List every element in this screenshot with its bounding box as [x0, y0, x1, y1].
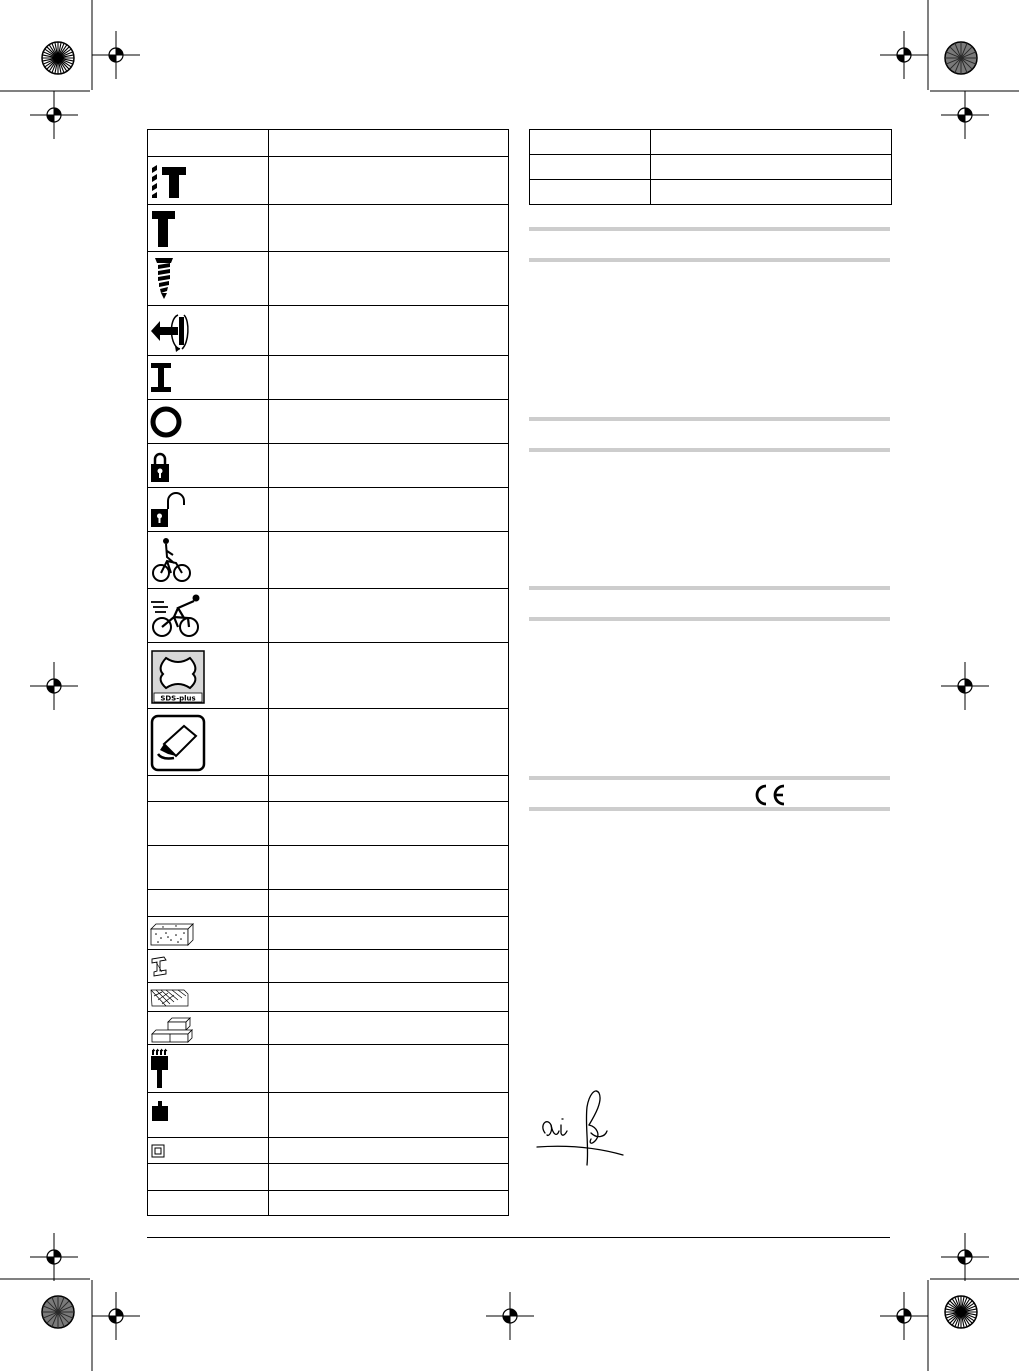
table-row — [148, 1093, 509, 1138]
hammer-drill-icon — [148, 158, 268, 204]
table-row — [148, 356, 509, 400]
screw-icon — [148, 253, 268, 305]
section-rule — [529, 617, 890, 621]
drill-chuck-icon — [148, 1046, 268, 1092]
section-rule — [529, 258, 890, 262]
table-row — [148, 444, 509, 488]
section-rule — [529, 417, 890, 421]
section-rule — [529, 448, 890, 452]
rotation-direction-icon — [148, 307, 268, 355]
table-row — [530, 180, 892, 205]
section-rule — [529, 586, 890, 590]
table-row — [148, 950, 509, 983]
table-row — [148, 306, 509, 356]
steel-icon — [148, 951, 268, 982]
table-row — [148, 643, 509, 709]
table-row — [148, 532, 509, 589]
table-row — [148, 1045, 509, 1093]
section-rule — [529, 776, 890, 780]
concrete-icon — [148, 918, 268, 949]
grease-tube-icon — [148, 710, 268, 775]
cyclist-fast-icon — [148, 590, 268, 642]
footer-rule — [147, 1237, 890, 1238]
table-row — [148, 1138, 509, 1164]
table-row — [148, 709, 509, 776]
table-row — [148, 1191, 509, 1216]
section-rule — [529, 227, 890, 231]
ce-mark-icon — [752, 783, 788, 807]
table-row — [148, 400, 509, 444]
table-row — [148, 488, 509, 532]
sds-plus-label: SDS-plus — [160, 694, 196, 702]
symbols-table — [147, 129, 509, 1216]
sds-plus-icon — [148, 644, 268, 708]
table-row — [148, 157, 509, 205]
table-row — [148, 1012, 509, 1045]
weight-icon — [148, 1094, 268, 1137]
table-row — [530, 155, 892, 180]
lock-closed-icon — [148, 445, 268, 487]
table-row — [148, 846, 509, 890]
table-row — [148, 205, 509, 252]
ring-icon — [148, 401, 268, 443]
wood-icon — [148, 984, 268, 1011]
table-header-row — [148, 130, 509, 157]
protection-class-icon — [148, 1139, 268, 1163]
table-row — [148, 917, 509, 950]
table-row — [148, 890, 509, 917]
section-rule — [529, 807, 890, 811]
table-row — [148, 776, 509, 802]
table-row — [148, 589, 509, 643]
table-row — [148, 1164, 509, 1191]
cyclist-slow-icon — [148, 533, 268, 588]
signature — [535, 1085, 630, 1170]
table-row — [148, 802, 509, 846]
info-table — [529, 129, 892, 205]
i-beam-icon — [148, 357, 268, 399]
table-row — [148, 983, 509, 1012]
table-row — [148, 252, 509, 306]
masonry-icon — [148, 1013, 268, 1044]
lock-open-icon — [148, 489, 268, 531]
table-row — [530, 130, 892, 155]
chisel-hammer-icon — [148, 206, 268, 251]
